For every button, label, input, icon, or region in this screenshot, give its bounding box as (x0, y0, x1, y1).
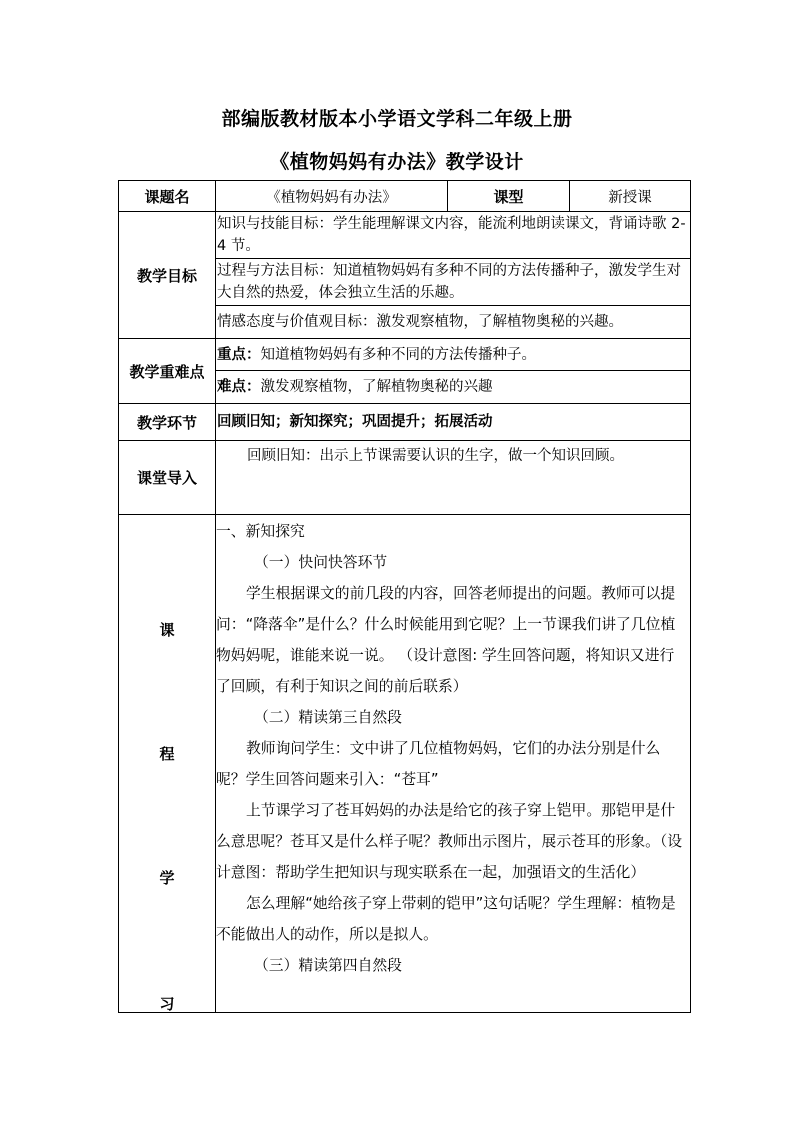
difficulty-point (216, 371, 691, 404)
intro-label: 课堂导入 (119, 441, 216, 515)
process-label-char-1: 课 (159, 621, 175, 639)
topic-label: 课题名 (119, 181, 216, 212)
objective-emotion: 情感态度与价值观目标：激发观察植物，了解植物奥秘的兴趣。 (216, 306, 691, 339)
key-prefix: 重点： (217, 346, 261, 363)
process-label-char-3: 学 (159, 869, 175, 887)
objective-knowledge: 知识与技能目标：学生能理解课文内容，能流利地朗读课文，背诵诗歌 2-4 节。 (216, 212, 691, 259)
subsection-paragraph-3: （二）精读第三自然段 (254, 709, 402, 726)
paragraph-personification: 怎么理解“她给孩子穿上带刺的铠甲”这句话呢？学生理解：植物是不能做出人的动作，所以是拟人。 (216, 895, 676, 943)
objectives-label: 教学目标 (119, 212, 216, 339)
subsection-paragraph-4: （三）精读第四自然段 (254, 957, 402, 974)
header-row (119, 181, 691, 212)
difficulty-text: 激发观察植物，了解植物奥秘的兴趣 (260, 379, 493, 395)
section-heading: 一、新知探究 (216, 523, 305, 540)
process-content (216, 515, 691, 1013)
process-label-char-2: 程 (159, 745, 175, 763)
paragraph-teacher-asks: 教师询问学生：文中讲了几位植物妈妈，它们的办法分别是什么呢？学生回答问题来引入：“苍耳” (216, 740, 661, 788)
document-title-line2: 《植物妈妈有办法》教学设计 (270, 151, 524, 173)
topic-value: 《植物妈妈有办法》 (216, 181, 448, 212)
paragraph-armor: 上节课学习了苍耳妈妈的办法是给它的孩子穿上铠甲。那铠甲是什么意思呢？苍耳又是什么样子呢？教师出示图片，展示苍耳的形象。（设计意图：帮助学生把知识与现实联系在一起，加强语文的生活化） (216, 802, 683, 881)
process-label (119, 515, 216, 1013)
type-value: 新授课 (570, 181, 691, 212)
key-point (216, 339, 691, 371)
key-text: 知道植物妈妈有多种不同的方法传播种子。 (260, 346, 536, 363)
lesson-plan-table (118, 180, 691, 1013)
paragraph-quick-qa: 学生根据课文的前几段的内容，回答老师提出的问题。教师可以提问：“降落伞”是什么？什么时候能用到它呢？上一节课我们讲了几位植物妈妈呢，谁能来说一说。 （设计意图: 学生回答问题，将知识又进行了回顾，有利于知识之间的前后联系） (216, 585, 676, 695)
steps-label: 教学环节 (119, 404, 216, 441)
type-label: 课型 (448, 181, 570, 212)
process-label-char-4: 习 (159, 995, 175, 1013)
steps-text: 回顾旧知；新知探究；巩固提升；拓展活动 (216, 404, 691, 441)
difficulty-prefix: 难点： (217, 379, 261, 395)
objective-process: 过程与方法目标：知道植物妈妈有多种不同的方法传播种子，激发学生对大自然的热爱，体会独立生活的乐趣。 (216, 259, 691, 306)
intro-text: 回顾旧知：出示上节课需要认识的生字，做一个知识回顾。 (216, 441, 691, 515)
document-title-line1: 部编版教材版本小学语文学科二年级上册 (221, 108, 573, 130)
subsection-quick-qa: （一）快问快答环节 (254, 554, 388, 571)
key-points-label: 教学重难点 (119, 339, 216, 404)
